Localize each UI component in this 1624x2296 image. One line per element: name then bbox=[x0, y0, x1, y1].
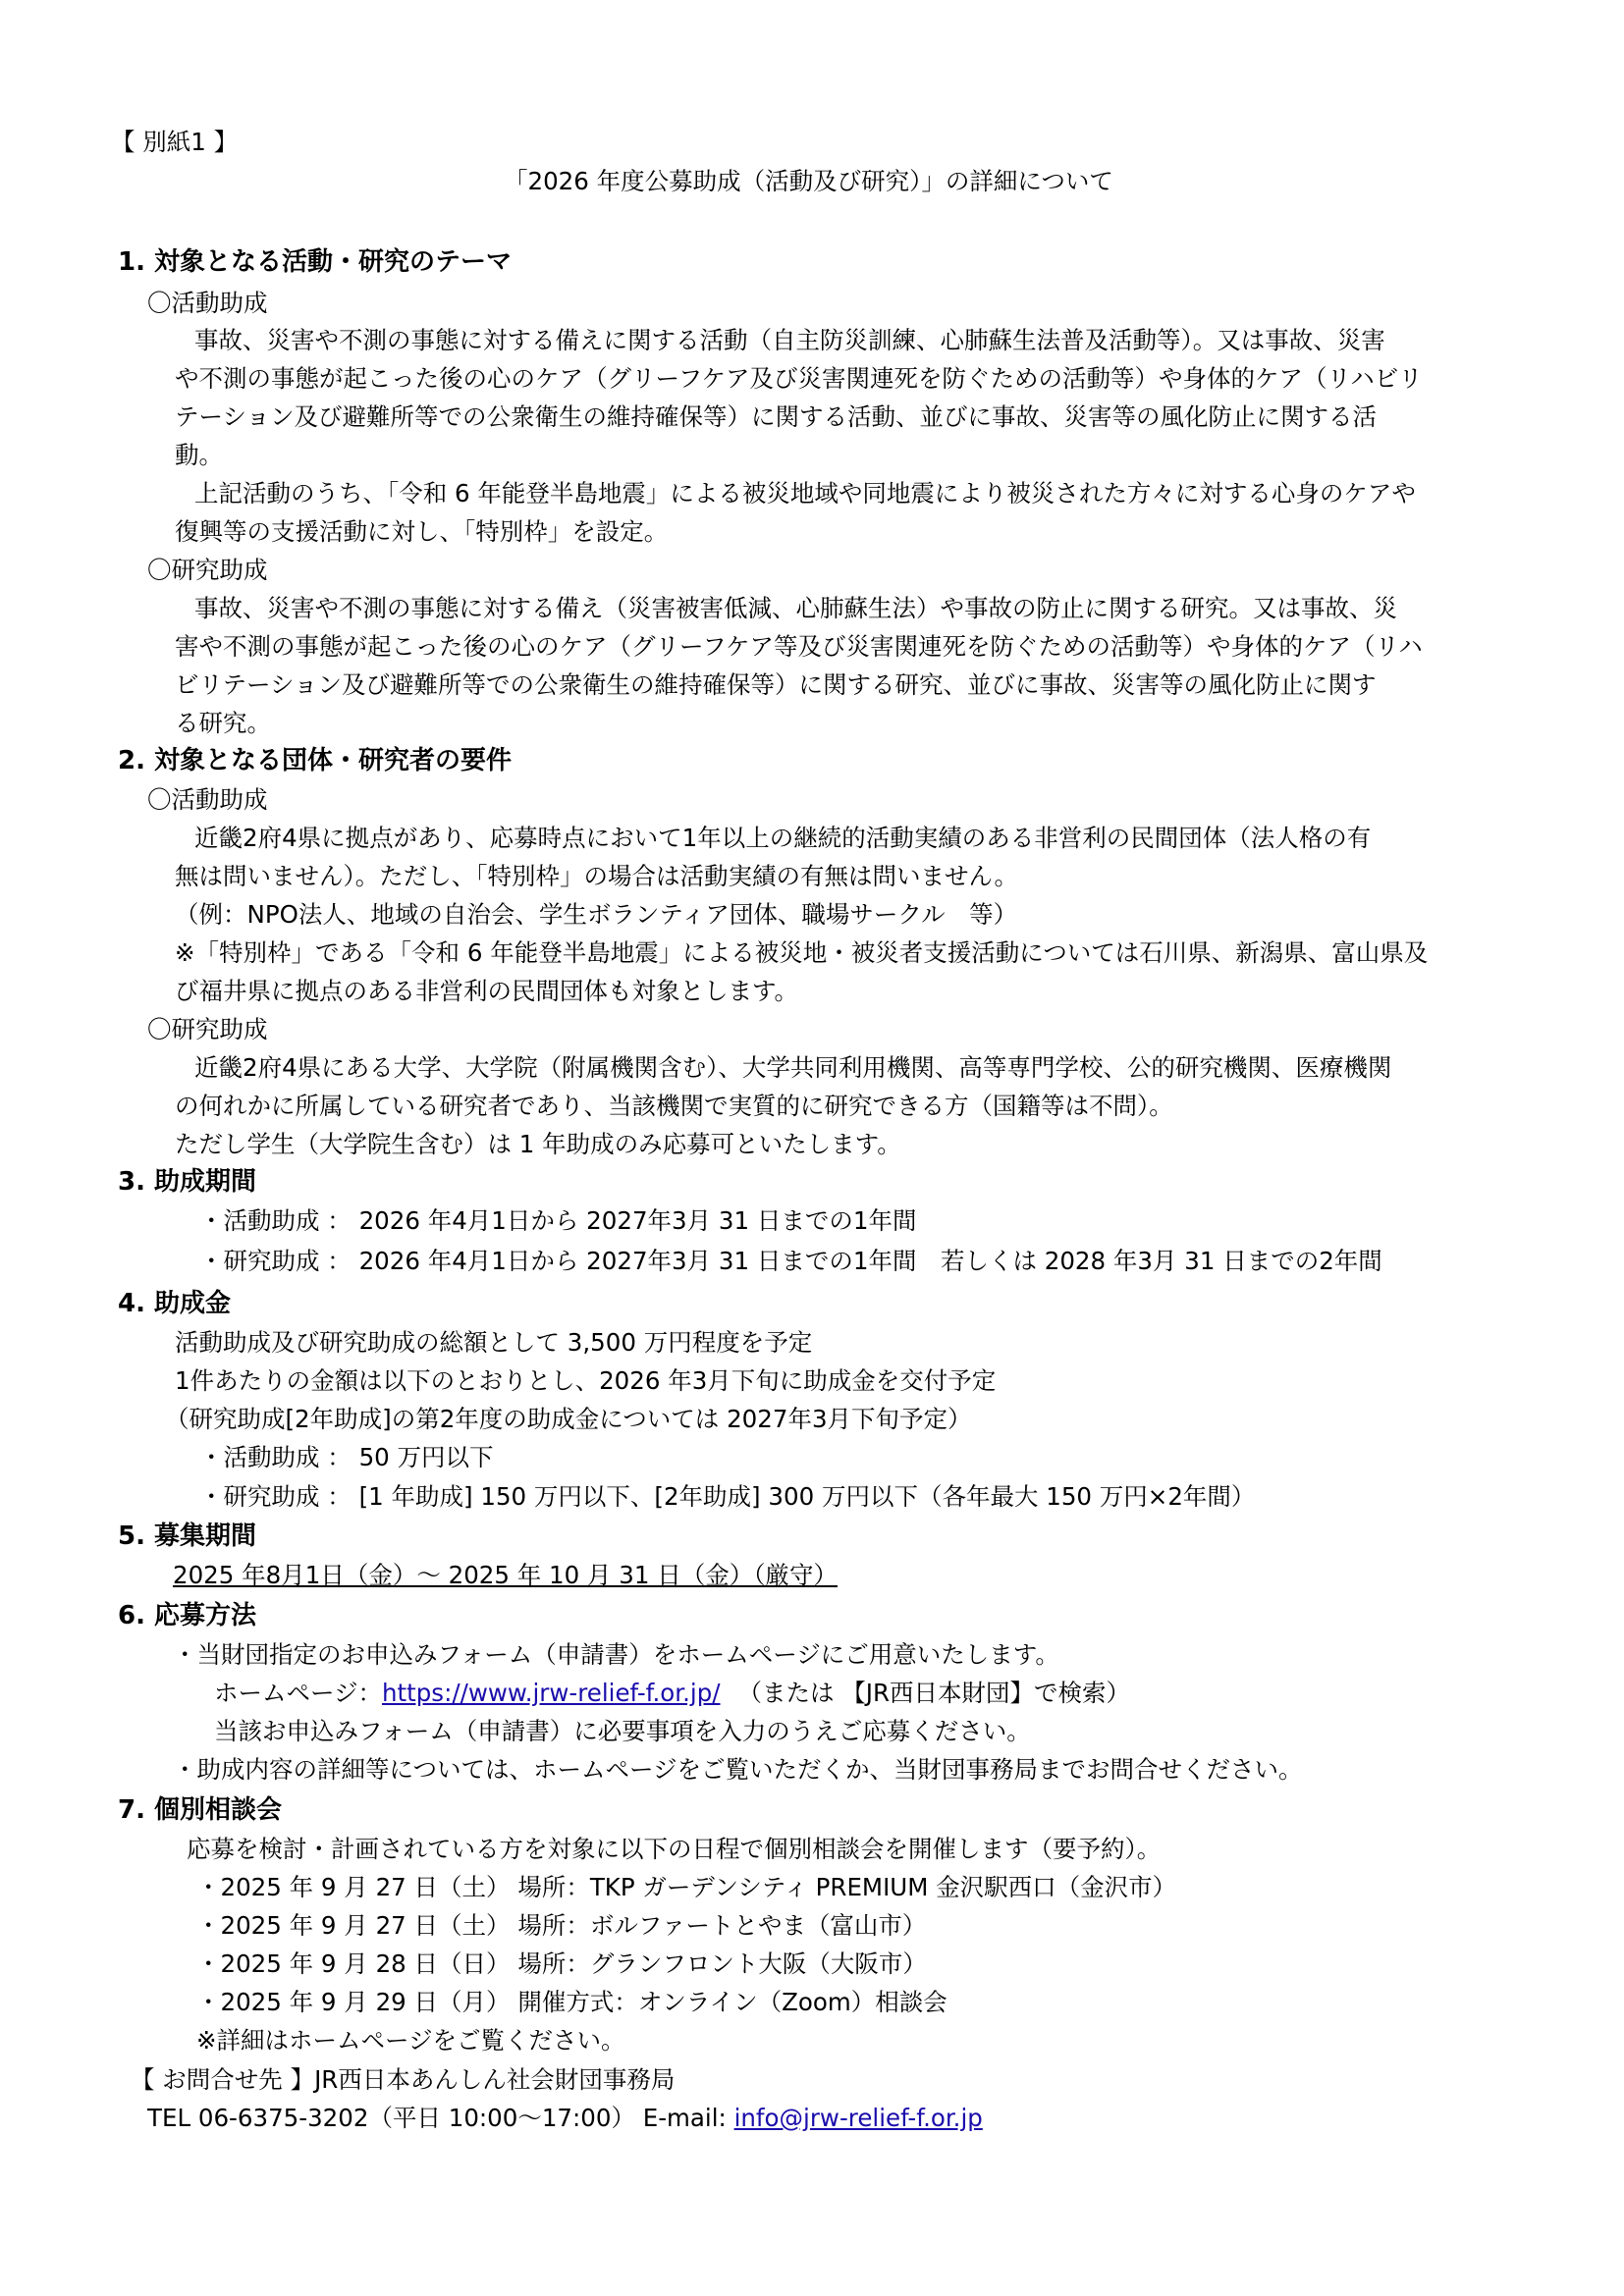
s2-activity-line: 無は問いません）。ただし、「特別枠」の場合は活動実績の有無は問いません。 bbox=[175, 862, 1018, 890]
contact-tel: TEL 06-6375-3202（平日 10:00～17:00） E-mail: bbox=[147, 2104, 734, 2132]
s1-research-line: ビリテーション及び避難所等での公衆衛生の維持確保等）に関する研究、並びに事故、災害等の風化防止に関す bbox=[175, 670, 1377, 699]
s1-activity-line: テーション及び避難所等での公衆衛生の維持確保等）に関する活動、並びに事故、災害等の風化防止に関する活 bbox=[175, 402, 1378, 431]
section-4-heading: 4. 助成金 bbox=[118, 1289, 232, 1318]
consultation-session: ・2025 年 9 月 27 日（土） 場所：TKP ガーデンシティ PREMIUM 金沢駅西口（金沢市） bbox=[196, 1873, 1177, 1901]
s2-activity-line: ※「特別枠」である「令和 6 年能登半島地震」による被災地・被災者支援活動については石川県、新潟県、富山県及 bbox=[175, 938, 1429, 967]
section-7-heading: 7. 個別相談会 bbox=[118, 1795, 283, 1825]
s2-activity-line: 近畿2府4県に拠点があり、応募時点において1年以上の継続的活動実績のある非営利の民間団体（法人格の有 bbox=[194, 824, 1372, 852]
s2-activity-line: び福井県に拠点のある非営利の民間団体も対象とします。 bbox=[175, 977, 799, 1005]
section-5-heading: 5. 募集期間 bbox=[118, 1522, 257, 1551]
homepage-link[interactable]: https://www.jrw-relief-f.or.jp/ bbox=[382, 1679, 721, 1707]
s6-line: ・助成内容の詳細等については、ホームページをご覧いただくか、当財団事務局までお問合せください。 bbox=[173, 1755, 1303, 1784]
s1-activity-label: 〇活動助成 bbox=[147, 289, 268, 317]
s1-research-line: る研究。 bbox=[175, 709, 271, 737]
s3-period-line: ・研究助成 ： 2026 年4月1日から 2027年3月 31 日までの1年間 若しくは 2028 年3月 31 日までの2年間 bbox=[199, 1247, 1382, 1275]
s1-activity-line: 復興等の支援活動に対し、「特別枠」を設定。 bbox=[175, 517, 669, 546]
s1-activity-line: 上記活動のうち、「令和 6 年能登半島地震」による被災地域や同地震により被災された方々に対する心身のケアや bbox=[194, 479, 1416, 507]
s4-line: （研究助成[2年助成]の第2年度の助成金については 2027年3月下旬予定） bbox=[165, 1405, 972, 1433]
s1-research-line: 事故、災害や不測の事態に対する備え（災害被害低減、心肺蘇生法）や事故の防止に関する研究。又は事故、災 bbox=[194, 594, 1397, 622]
section-2-heading: 2. 対象となる団体・研究者の要件 bbox=[118, 746, 513, 775]
s2-activity-label: 〇活動助成 bbox=[147, 785, 268, 814]
document-title: 「2026 年度公募助成（活動及び研究）」の詳細について bbox=[504, 167, 1113, 195]
s3-period-line: ・活動助成 ： 2026 年4月1日から 2027年3月 31 日までの1年間 bbox=[199, 1206, 917, 1235]
s2-research-line: 近畿2府4県にある大学、大学院（附属機関含む）、大学共同利用機関、高等専門学校、公的研究機関、医療機関 bbox=[194, 1053, 1392, 1082]
section-3-heading: 3. 助成期間 bbox=[118, 1167, 257, 1197]
s1-activity-line: や不測の事態が起こった後の心のケア（グリーフケア及び災害関連死を防ぐための活動等）や身体的ケア（リハビリ bbox=[175, 364, 1423, 393]
s1-activity-line: 動。 bbox=[175, 441, 223, 469]
homepage-label: ホームページ： bbox=[214, 1679, 383, 1707]
s4-line: ・研究助成 ： [1 年助成] 150 万円以下、[2年助成] 300 万円以下（各年最大 150 万円×2年間） bbox=[199, 1482, 1256, 1511]
consultation-session: ・2025 年 9 月 27 日（土） 場所：ボルファートとやま（富山市） bbox=[196, 1911, 927, 1940]
s1-activity-line: 事故、災害や不測の事態に対する備えに関する活動（自主防災訓練、心肺蘇生法普及活動等）。又は事故、災害 bbox=[194, 326, 1385, 354]
s6-line: ・当財団指定のお申込みフォーム（申請書）をホームページにご用意いたします。 bbox=[173, 1640, 1059, 1669]
contact-line bbox=[147, 2102, 983, 2135]
s1-research-line: 害や不測の事態が起こった後の心のケア（グリーフケア等及び災害関連死を防ぐための活動等）や身体的ケア（リハ bbox=[175, 632, 1423, 661]
s2-research-line: の何れかに所属している研究者であり、当該機関で実質的に研究できる方（国籍等は不問）。 bbox=[175, 1092, 1173, 1120]
attachment-label: 【 別紙1 】 bbox=[111, 128, 239, 156]
s6-homepage-line bbox=[214, 1677, 1130, 1710]
consultation-session: ・2025 年 9 月 28 日（日） 場所：グランフロント大阪（大阪市） bbox=[196, 1949, 927, 1978]
s2-activity-line: （例：NPO法人、地域の自治会、学生ボランティア団体、職場サークル 等） bbox=[175, 900, 1018, 929]
application-period: 2025 年8月1日（金）～ 2025 年 10 月 31 日（金）（厳守） bbox=[173, 1561, 838, 1589]
s7-note: ※詳細はホームページをご覧ください。 bbox=[196, 2026, 625, 2055]
homepage-search-hint: （または 【JR西日本財団】で検索） bbox=[737, 1679, 1131, 1707]
s4-line: ・活動助成 ： 50 万円以下 bbox=[199, 1443, 494, 1471]
s4-line: 1件あたりの金額は以下のとおりとし、2026 年3月下旬に助成金を交付予定 bbox=[175, 1366, 997, 1395]
contact-label: 【 お問合せ先 】JR西日本あんしん社会財団事務局 bbox=[131, 2065, 676, 2094]
section-1-heading: 1. 対象となる活動・研究のテーマ bbox=[118, 247, 513, 277]
s1-research-label: 〇研究助成 bbox=[147, 556, 268, 584]
s7-intro: 応募を検討・計画されている方を対象に以下の日程で個別相談会を開催します（要予約）。 bbox=[187, 1835, 1162, 1863]
s4-line: 活動助成及び研究助成の総額として 3,500 万円程度を予定 bbox=[175, 1328, 813, 1357]
section-6-heading: 6. 応募方法 bbox=[118, 1601, 257, 1630]
contact-email-link[interactable]: info@jrw-relief-f.or.jp bbox=[733, 2104, 983, 2132]
consultation-session: ・2025 年 9 月 29 日（月） 開催方式：オンライン（Zoom）相談会 bbox=[196, 1988, 947, 2016]
s6-line: 当該お申込みフォーム（申請書）に必要事項を入力のうえご応募ください。 bbox=[214, 1717, 1031, 1745]
s2-research-label: 〇研究助成 bbox=[147, 1015, 268, 1043]
s2-research-line: ただし学生（大学院生含む）は 1 年助成のみ応募可といたします。 bbox=[175, 1130, 901, 1158]
